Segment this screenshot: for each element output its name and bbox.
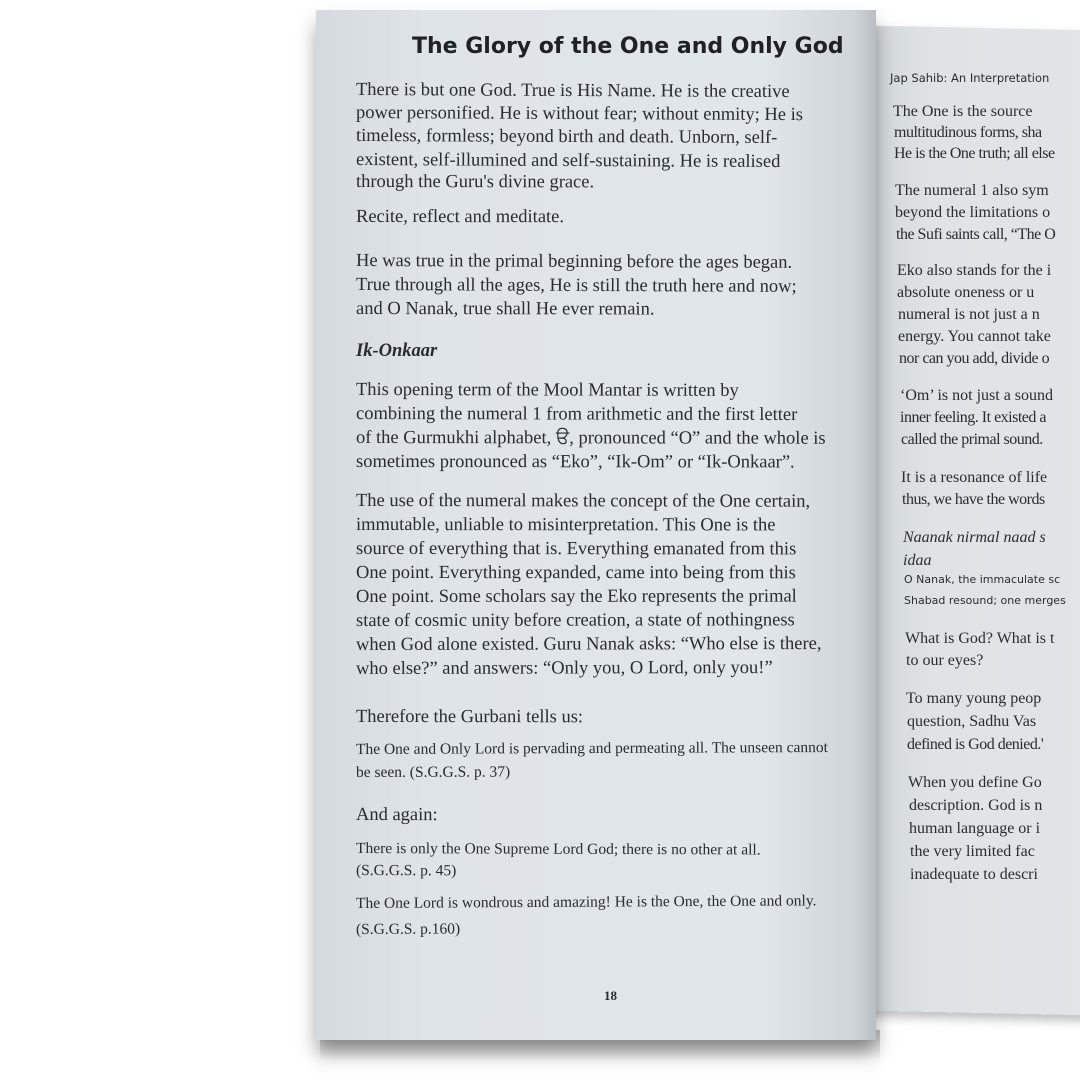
text-line: O Nanak, the immaculate sc xyxy=(904,573,1061,586)
text-line: Therefore the Gurbani tells us: xyxy=(355,707,584,728)
text-line: timeless, formless; beyond birth and death. Unborn, self- xyxy=(355,126,778,148)
text-line: absolute oneness or u xyxy=(897,284,1035,301)
text-line: power personified. He is without fear; without enmity; He is xyxy=(355,103,804,126)
running-header: Jap Sahib: An Interpretation xyxy=(890,71,1050,85)
text-line: of the Gurmukhi alphabet, ੳ, pronounced “O” and the whole is xyxy=(355,428,826,449)
text-line: immutable, unliable to misinterpretation. This One is the xyxy=(355,515,776,536)
text-line: The One is the source xyxy=(893,103,1033,120)
quote-line: There is only the One Supreme Lord God; there is no other at all. xyxy=(355,840,761,859)
text-line: And again: xyxy=(355,805,438,826)
text-line: inadequate to descri xyxy=(910,866,1038,883)
text-line: beyond the limitations o xyxy=(895,204,1051,221)
text-line: What is God? What is t xyxy=(905,630,1055,647)
text-line: The numeral 1 also sym xyxy=(895,182,1049,199)
text-line: sometimes pronounced as “Eko”, “Ik-Om” or “Ik-Onkaar”. xyxy=(355,452,795,473)
text-line: To many young peop xyxy=(906,690,1042,707)
text-line: and O Nanak, true shall He ever remain. xyxy=(355,299,655,320)
text-line: There is but one God. True is His Name. He is the creative xyxy=(355,80,790,103)
text-line: numeral is not just a n xyxy=(898,306,1040,323)
text-line: called the primal sound. xyxy=(901,431,1043,448)
text-line: source of everything that is. Everything emanated from this xyxy=(355,539,797,560)
text-line: to our eyes? xyxy=(906,652,984,669)
text-line: One point. Some scholars say the Eko represents the primal xyxy=(355,586,797,607)
quote-line: be seen. (S.G.G.S. p. 37) xyxy=(355,763,511,781)
text-line: He is the One truth; all else xyxy=(894,145,1055,162)
text-line: when God alone existed. Guru Nanak asks: “Who else is there, xyxy=(355,634,822,655)
quote-line: The One Lord is wondrous and amazing! He is the One, the One and only. xyxy=(355,892,817,912)
text-line: He was true in the primal beginning before the ages began. xyxy=(355,251,793,273)
text-line: who else?” and answers: “Only you, O Lord, only you!” xyxy=(355,658,773,679)
text-line: idaa xyxy=(903,552,932,569)
text-line: It is a resonance of life xyxy=(901,469,1048,486)
section-heading: Ik-Onkaar xyxy=(356,341,438,361)
text-line: human language or i xyxy=(909,820,1041,837)
text-line: nor can you add, divide o xyxy=(899,350,1050,367)
quote-line: (S.G.G.S. p.160) xyxy=(355,920,461,938)
text-line: question, Sadhu Vas xyxy=(907,713,1037,730)
text-line: the very limited fac xyxy=(910,843,1035,860)
text-line: defined is God denied.' xyxy=(907,736,1044,753)
text-line: ‘Om’ is not just a sound xyxy=(900,387,1054,404)
text-line: This opening term of the Mool Mantar is written by xyxy=(355,380,739,401)
quote-line: The One and Only Lord is pervading and permeating all. The unseen cannot xyxy=(355,739,828,758)
text-line: existent, self-illumined and self-sustaining. He is realised xyxy=(355,150,781,172)
text-line: The use of the numeral makes the concept of the One certain, xyxy=(355,491,811,512)
text-line: combining the numeral 1 from arithmetic and the first letter xyxy=(355,404,798,426)
text-line: the Sufi saints call, “The O xyxy=(896,226,1056,243)
text-line: through the Guru's divine grace. xyxy=(355,172,595,193)
text-line: thus, we have the words xyxy=(902,491,1045,508)
text-line: energy. You cannot take xyxy=(898,328,1051,345)
text-line: multitudinous forms, sha xyxy=(894,124,1042,141)
text-line: inner feeling. It existed a xyxy=(900,409,1046,426)
quote-line: (S.G.G.S. p. 45) xyxy=(355,862,457,880)
text-line: When you define Go xyxy=(908,774,1042,791)
text-line: True through all the ages, He is still the truth here and now; xyxy=(355,275,797,297)
text-line: description. God is n xyxy=(909,797,1043,814)
text-line: Naanak nirmal naad s xyxy=(903,529,1046,546)
text-line: Eko also stands for the i xyxy=(897,262,1052,279)
page-title: The Glory of the One and Only God xyxy=(412,34,844,59)
text-line: Recite, reflect and meditate. xyxy=(355,207,565,228)
page-number: 18 xyxy=(604,988,617,1003)
text-line: state of cosmic unity before creation, a state of nothingness xyxy=(355,610,795,631)
text-line: One point. Everything expanded, came into being from this xyxy=(355,563,796,584)
text-line: Shabad resound; one merges xyxy=(904,594,1066,607)
